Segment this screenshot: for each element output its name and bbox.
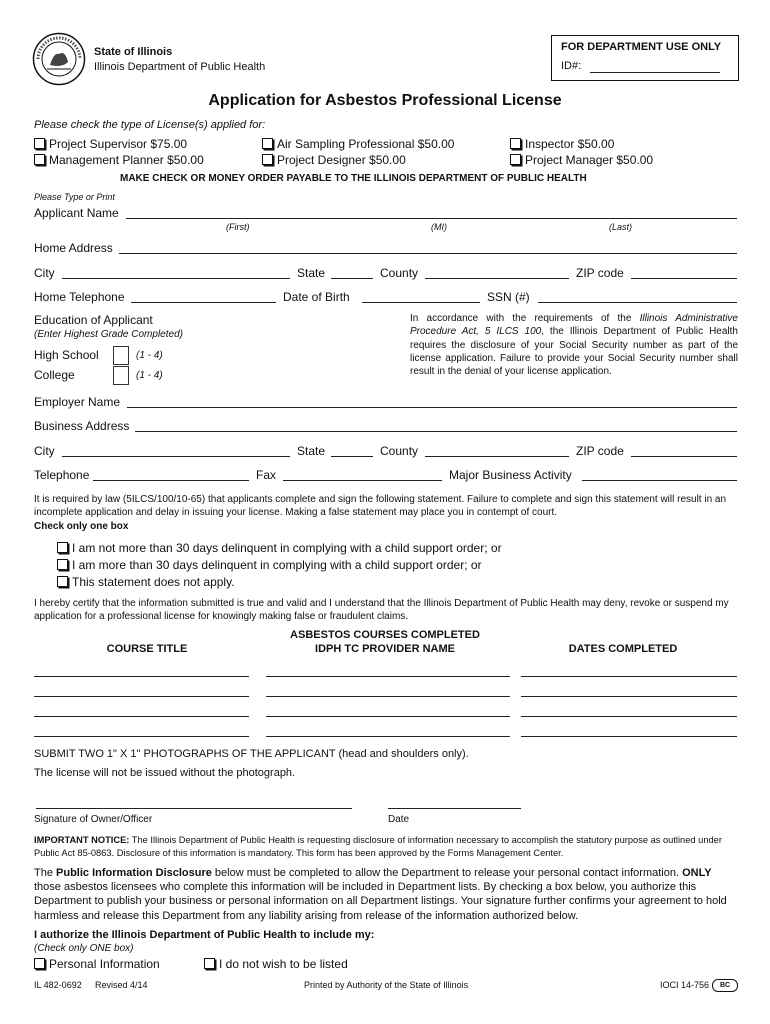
checkbox-icon [34,958,45,969]
form-title: Application for Asbestos Professional License [208,92,562,109]
applicant-name-field[interactable] [126,218,737,219]
date-label: Date [388,814,410,825]
telephone-label: Telephone [34,468,90,482]
checkbox-icon [510,138,521,149]
ssn-field[interactable] [538,302,737,303]
license-inspector[interactable]: Inspector $50.00 [510,137,614,151]
check-one-box-note: (Check only ONE box) [34,943,134,954]
license-management-planner[interactable]: Management Planner $50.00 [34,153,204,167]
signature-field[interactable] [36,808,352,809]
dob-field[interactable] [362,302,480,303]
state-seal [32,32,86,86]
business-county-field[interactable] [425,456,569,457]
dob-label: Date of Birth [283,290,350,304]
checkbox-icon [57,576,68,587]
checkbox-icon [204,958,215,969]
dates-completed-field[interactable] [521,676,737,677]
checkbox-icon [510,154,521,165]
course-title-field[interactable] [34,736,249,737]
course-title-field[interactable] [34,696,249,697]
checkbox-icon [57,542,68,553]
form-number: IL 482-0692 [34,980,82,990]
city-label: City [34,266,55,280]
college-box[interactable] [113,366,129,385]
printed-authority: Printed by Authority of the State of Illinois [304,980,469,990]
type-print-note: Please Type or Print [34,192,115,202]
state-field[interactable] [331,278,373,279]
union-bug-icon: BC [712,979,738,992]
course-title-field[interactable] [34,716,249,717]
county-field[interactable] [425,278,569,279]
dates-completed-field[interactable] [521,736,737,737]
fax-label: Fax [256,468,277,482]
law-statement: It is required by law (5ILCS/100/10-65) that applicants complete and sign the following statement. Failure to complete and sign this statement will result in an incomplete application and delay in issuing your license. Making a false statement may place you in contempt of court. [34,494,727,518]
high-school-label: High School [34,348,99,362]
business-state-label: State [297,444,326,458]
county-label: County [380,266,419,280]
business-state-field[interactable] [331,456,373,457]
dates-completed-col: DATES COMPLETED [568,643,678,655]
business-city-field[interactable] [62,456,290,457]
applicant-name-label: Applicant Name [34,206,119,220]
provider-name-field[interactable] [266,736,510,737]
college-label: College [34,368,75,382]
id-label: ID#: [561,60,582,72]
business-county-label: County [380,444,419,458]
license-project-supervisor[interactable]: Project Supervisor $75.00 [34,137,187,151]
personal-info-option[interactable]: Personal Information [34,957,160,971]
child-support-option-1[interactable]: I am not more than 30 days delinquent in complying with a child support order; or [57,541,502,555]
license-prompt: Please check the type of License(s) applied for: [34,119,266,131]
checkbox-icon [262,138,273,149]
department-name: Illinois Department of Public Health [94,61,266,73]
first-label: (First) [226,222,250,232]
check-only-one: Check only one box [34,521,129,532]
date-field[interactable] [388,808,521,809]
signature-label: Signature of Owner/Officer [34,814,153,825]
zip-field[interactable] [631,278,737,279]
department-use-title: FOR DEPARTMENT USE ONLY [561,41,722,53]
department-use-box [551,35,739,81]
dates-completed-field[interactable] [521,696,737,697]
checkbox-icon [57,559,68,570]
mi-label: (MI) [431,222,447,232]
high-school-box[interactable] [113,346,129,365]
license-project-designer[interactable]: Project Designer $50.00 [262,153,406,167]
employer-name-label: Employer Name [34,395,121,409]
ssn-notice: In accordance with the requirements of the Illinois Administrative Procedure Act, 5 ILCS 100, the Illinois Department of Public Health requires the disclosure of your Social Security number as part of the license application. Failure to provide your Social Security number shall result in the denial of your license application. [410,313,738,378]
dates-completed-field[interactable] [521,716,737,717]
checkbox-icon [34,138,45,149]
checkbox-icon [262,154,273,165]
certify-statement: I hereby certify that the information submitted is true and valid and I understand that the Illinois Department of Public Health may deny, revoke or suspend my application for a professional license for knowingly making false or fraudulent claims. [34,598,729,622]
home-address-label: Home Address [34,241,113,255]
telephone-field[interactable] [93,480,249,481]
license-project-manager[interactable]: Project Manager $50.00 [510,153,653,167]
business-activity-field[interactable] [582,480,737,481]
home-address-field[interactable] [119,253,737,254]
provider-name-col: IDPH TC PROVIDER NAME [315,643,455,655]
business-city-label: City [34,444,55,458]
home-telephone-label: Home Telephone [34,290,125,304]
business-address-field[interactable] [135,431,737,432]
college-range: (1 - 4) [136,370,163,381]
courses-heading: ASBESTOS COURSES COMPLETED [290,629,480,641]
home-telephone-field[interactable] [131,302,276,303]
photo-requirement: The license will not be issued without the photograph. [34,767,296,779]
course-title-field[interactable] [34,676,249,677]
ioci-number: IOCI 14-756 [660,980,710,990]
provider-name-field[interactable] [266,676,510,677]
business-activity-label: Major Business Activity [449,468,572,482]
payable-notice: MAKE CHECK OR MONEY ORDER PAYABLE TO THE ILLINOIS DEPARTMENT OF PUBLIC HEALTH [120,173,587,184]
authorize-statement: I authorize the Illinois Department of Public Health to include my: [34,929,375,941]
important-notice: IMPORTANT NOTICE: The Illinois Department of Public Health is requesting disclosure of information necessary to accomplish the statutory purpose as outlined under Public Act 85-0863. Disclosure of this information is mandatory. This form has been approved by the Forms Management Center. [34,835,722,858]
city-field[interactable] [62,278,290,279]
id-field[interactable] [590,72,720,73]
education-title: Education of Applicant [34,313,153,327]
provider-name-field[interactable] [266,696,510,697]
business-address-label: Business Address [34,419,130,433]
checkbox-icon [34,154,45,165]
employer-name-field[interactable] [127,407,737,408]
child-support-option-3[interactable]: This statement does not apply. [57,575,235,589]
license-air-sampling[interactable]: Air Sampling Professional $50.00 [262,137,454,151]
public-info-disclosure: The Public Information Disclosure below must be completed to allow the Department to release your personal contact information. ONLY those asbestos licensees who complete this information will be included in Department lists. By checking a box below, you authorize this Department to publish your business or personal information on all Department listings. Your signature further confirms your agreement to hold harmless and release this Department from any liability arising from release of the information authorized below. [34,867,727,922]
last-label: (Last) [609,222,633,232]
revision-date: Revised 4/14 [95,980,148,990]
state-label: State [297,266,326,280]
do-not-list-option[interactable]: I do not wish to be listed [204,957,348,971]
child-support-option-2[interactable]: I am more than 30 days delinquent in complying with a child support order; or [57,558,482,572]
business-zip-label: ZIP code [576,444,624,458]
ssn-label: SSN (#) [487,290,530,304]
provider-name-field[interactable] [266,716,510,717]
high-school-range: (1 - 4) [136,350,163,361]
fax-field[interactable] [283,480,442,481]
zip-label: ZIP code [576,266,624,280]
education-sub: (Enter Highest Grade Completed) [34,329,183,340]
business-zip-field[interactable] [631,456,737,457]
course-title-col: COURSE TITLE [106,643,188,655]
state-name: State of Illinois [94,46,173,58]
photo-instruction: SUBMIT TWO 1" X 1" PHOTOGRAPHS OF THE APPLICANT (head and shoulders only). [34,748,469,760]
